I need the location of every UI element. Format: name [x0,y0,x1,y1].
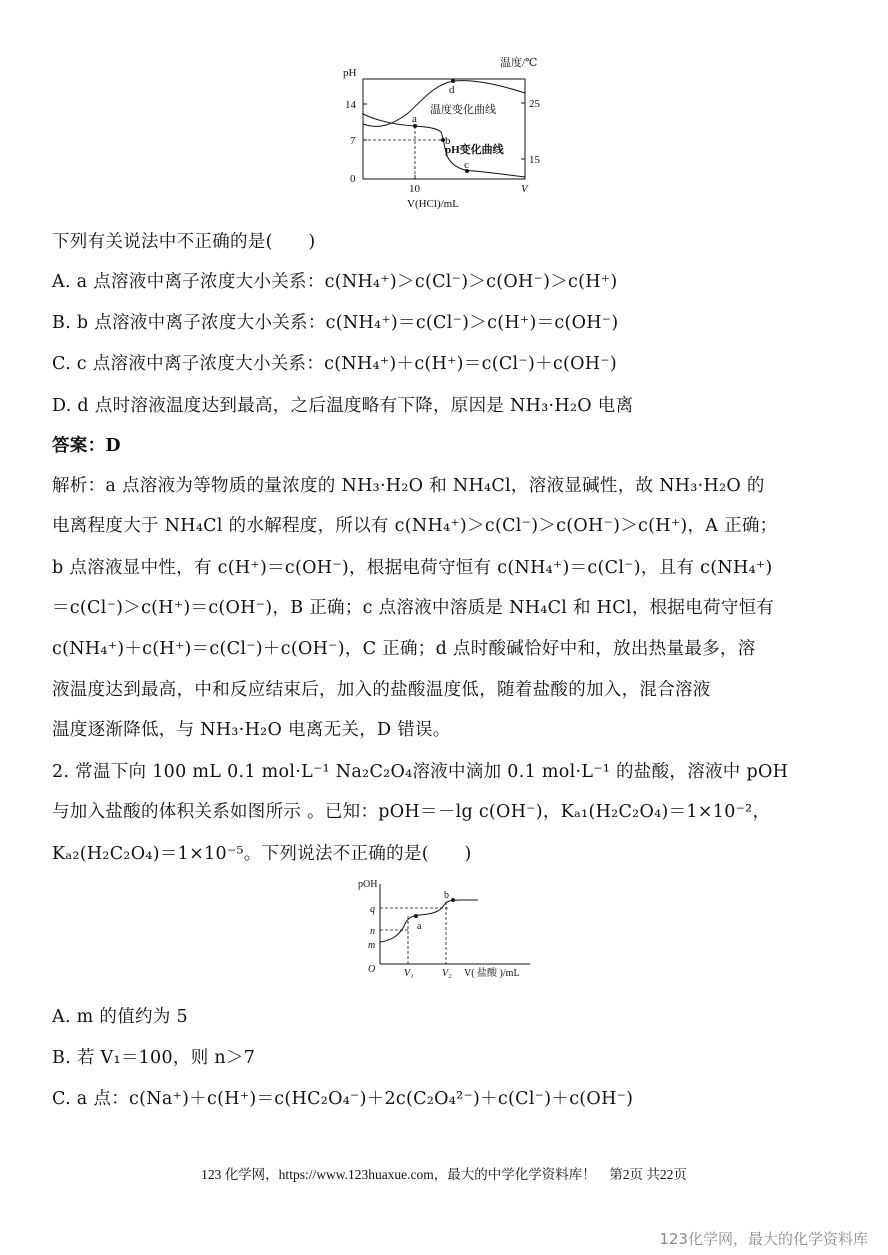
x-axis-label: V(HCl)/mL [407,198,459,210]
q1-explanation-line: ＝c(Cl⁻)＞c(H⁺)＝c(OH⁻)，B 正确；c 点溶液中溶质是 NH₄Cl 和 HCl，根据电荷守恒有 [52,598,775,618]
q1-stem: 下列有关说法中不正确的是( ) [52,232,316,252]
q1-option-c: C. c 点溶液中离子浓度大小关系：c(NH₄⁺)＋c(H⁺)＝c(Cl⁻)＋c(OH⁻) [52,354,617,374]
label-d: d [449,84,455,96]
right-tick-25: 25 [529,98,540,110]
q1-option-d: D. d 点时溶液温度达到最高，之后温度略有下降，原因是 NH₃·H₂O 电离 [52,396,634,416]
q1-option-a: A. a 点溶液中离子浓度大小关系：c(NH₄⁺)＞c(Cl⁻)＞c(OH⁻)＞c(H⁺) [52,272,618,292]
q2-stem-line: Kₐ₂(H₂C₂O₄)＝1×10⁻⁵。下列说法不正确的是( ) [52,844,472,864]
y-tick-n: n [370,926,375,937]
poh-curve [380,900,478,942]
watermark: 123化学网，最大的化学资料库 [659,1230,868,1248]
q1-explanation-line: 液温度达到最高，中和反应结束后，加入的盐酸温度低，随着盐酸的加入，混合溶液 [52,680,711,700]
y-tick-q: q [370,904,375,915]
y-tick-7: 7 [350,135,356,147]
q2-option-a: A. m 的值约为 5 [52,1007,188,1027]
q1-explanation-line: 解析：a 点溶液为等物质的量浓度的 NH₃·H₂O 和 NH₄Cl，溶液显碱性，故 NH₃·H₂O 的 [52,476,765,496]
q2-stem-line: 与加入盐酸的体积关系如图所示 。已知：pOH＝－lg c(OH⁻)，Kₐ₁(H₂C₂O₄)＝1×10⁻²， [52,802,771,822]
label-a: a [412,113,417,125]
temp-curve-label: 温度变化曲线 [430,104,496,116]
x-tick-v1: V₁ [404,968,414,979]
label-b: b [445,135,451,147]
figure-ph-temperature [335,52,560,212]
x-axis-label: V( 盐酸 )/mL [464,968,520,979]
x-tick-v: V [521,183,528,195]
temp-unit-label: 温度/℃ [500,57,538,69]
right-tick-15: 15 [529,154,540,166]
q1-explanation-line: c(NH₄⁺)＋c(H⁺)＝c(Cl⁻)＋c(OH⁻)，C 正确；d 点时酸碱恰好中和，放出热量最多，溶 [52,639,756,659]
label-b: b [444,890,449,901]
x-tick-v2: V₂ [442,968,452,979]
point-d [451,79,455,83]
q1-explanation-line: b 点溶液显中性，有 c(H⁺)＝c(OH⁻)，根据电荷守恒有 c(NH₄⁺)＝c(Cl⁻)，且有 c(NH₄⁺) [52,558,773,578]
q1-answer: 答案：D [52,436,121,456]
figure-poh-volume [350,872,550,982]
plot-frame [363,79,525,179]
origin-label: O [368,964,376,975]
label-c: c [464,159,469,171]
page-footer: 123 化学网，https://www.123huaxue.com，最大的中学化学资料库！ 第2页 共22页 [201,1167,687,1182]
point-a [414,914,418,918]
y-axis-ph-label: pH [343,67,357,79]
q1-explanation-line: 温度逐渐降低，与 NH₃·H₂O 电离无关，D 错误。 [52,720,451,740]
q1-explanation-line: 电离程度大于 NH₄Cl 的水解程度，所以有 c(NH₄⁺)＞c(Cl⁻)＞c(OH⁻)＞c(H⁺)，A 正确； [52,516,778,536]
y-axis-poh-label: pOH [358,879,378,890]
q1-option-b: B. b 点溶液中离子浓度大小关系：c(NH₄⁺)＝c(Cl⁻)＞c(H⁺)＝c(OH⁻) [52,313,619,333]
q2-stem-line: 2. 常温下向 100 mL 0.1 mol·L⁻¹ Na₂C₂O₄溶液中滴加 0.1 mol·L⁻¹ 的盐酸，溶液中 pOH [52,762,789,782]
x-tick-10: 10 [409,183,420,195]
q2-option-c: C. a 点：c(Na⁺)＋c(H⁺)＝c(HC₂O₄⁻)＋2c(C₂O₄²⁻)＋c(Cl⁻)＋c(OH⁻) [52,1089,634,1109]
y-tick-0: 0 [350,173,356,185]
point-b [451,898,455,902]
y-tick-14: 14 [345,99,356,111]
label-a: a [417,921,422,932]
q2-option-b: B. 若 V₁＝100，则 n＞7 [52,1048,256,1068]
ph-curve-label: pH变化曲线 [445,144,504,156]
y-tick-m: m [368,940,376,951]
